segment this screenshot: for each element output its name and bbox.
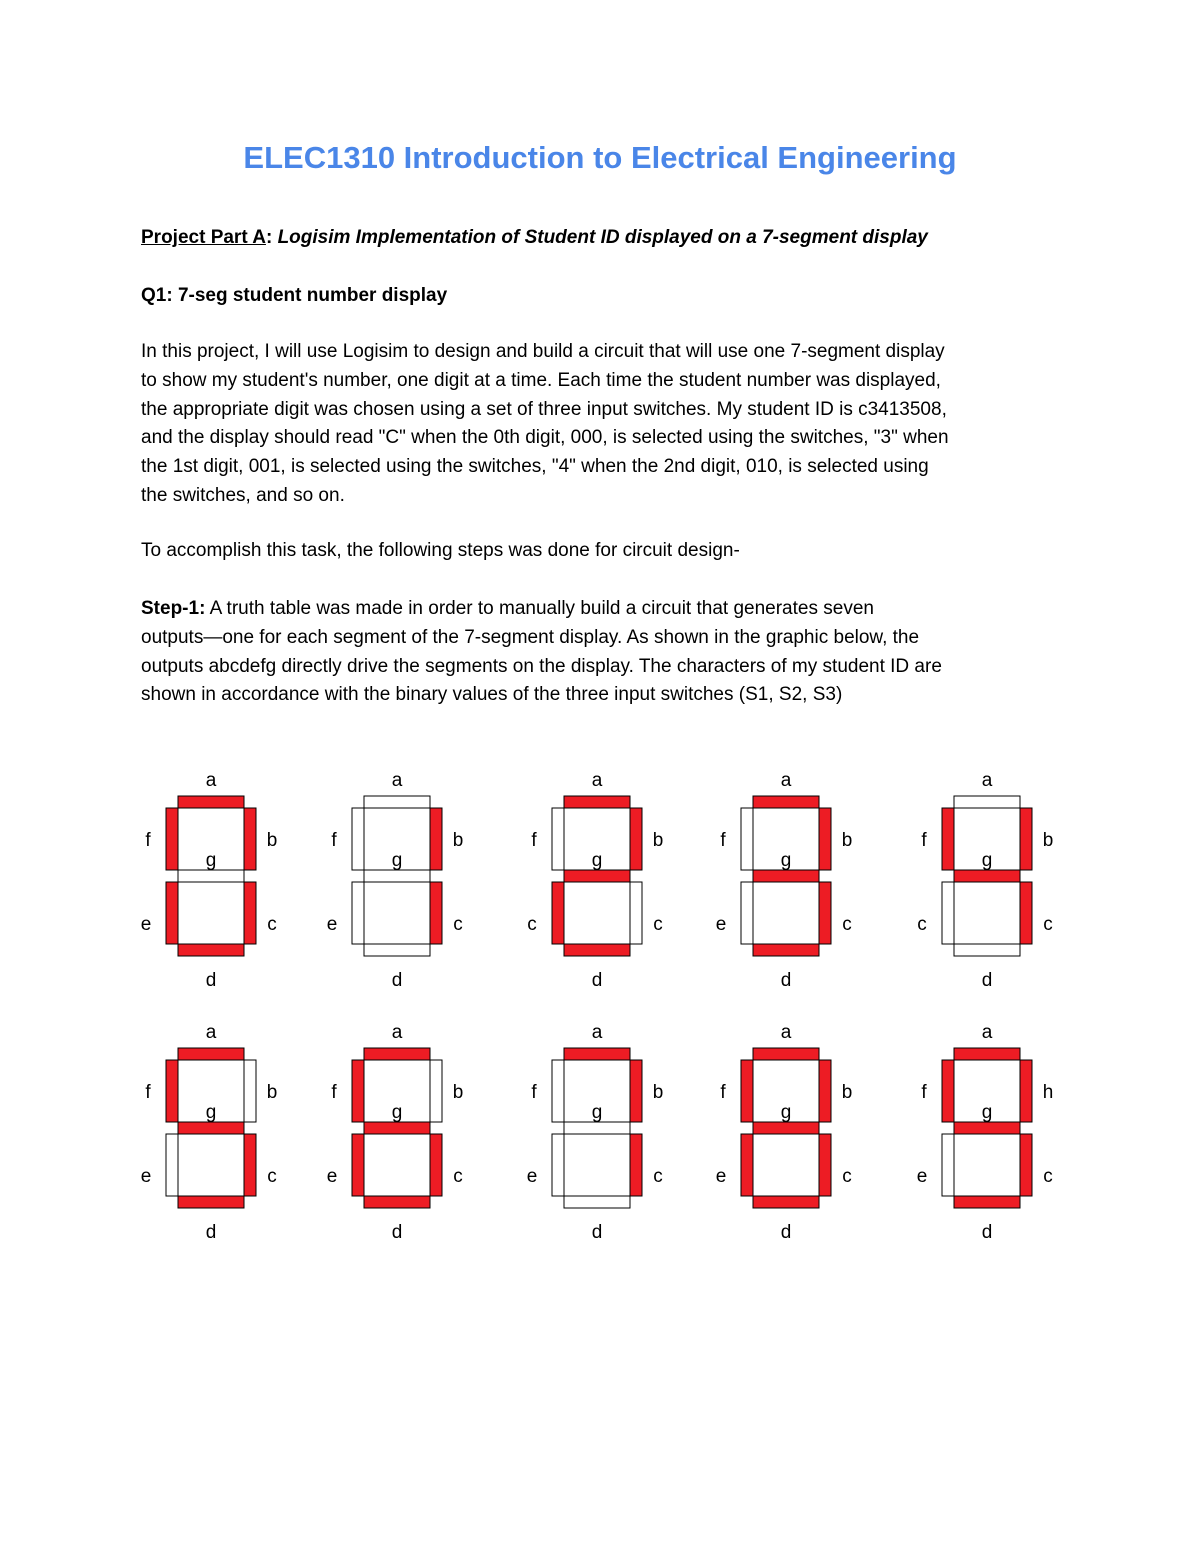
segment-label-d: d xyxy=(981,1222,993,1243)
segment-label-e: e xyxy=(526,1166,538,1187)
segment-label-f: f xyxy=(720,830,726,851)
segment-c-on xyxy=(430,882,442,944)
segment-label-e: e xyxy=(140,914,152,935)
seven-seg-digit xyxy=(327,1022,464,1243)
segment-label-e: e xyxy=(715,1166,727,1187)
paragraph-line: the switches, and so on. xyxy=(141,484,345,506)
segment-e-on xyxy=(552,882,564,944)
seven-seg-digit xyxy=(141,770,278,991)
segment-c-off xyxy=(630,882,642,944)
segment-a-on xyxy=(178,796,244,808)
segment-label-d: d xyxy=(591,1222,603,1243)
segment-c-on xyxy=(244,882,256,944)
seven-seg-digit xyxy=(527,1022,664,1243)
segment-e-on xyxy=(352,1134,364,1196)
segment-label-c: c xyxy=(453,914,463,935)
segment-label-c: c xyxy=(267,1166,277,1187)
segment-c-on xyxy=(630,1134,642,1196)
paragraph-line: the appropriate digit was chosen using a set of three input switches. My student ID is c3413508, xyxy=(141,398,947,420)
segment-label-b: b xyxy=(266,830,278,851)
segment-label-f: f xyxy=(531,1082,537,1103)
segment-e-off xyxy=(166,1134,178,1196)
segment-c-on xyxy=(819,882,831,944)
segment-f-on xyxy=(166,808,178,870)
subtitle-separator: : xyxy=(265,227,278,248)
segment-d-on xyxy=(753,1196,819,1208)
segment-label-d: d xyxy=(205,1222,217,1243)
subtitle-italic: Logisim Implementation of Student ID displayed on a 7-segment display xyxy=(277,227,928,248)
segment-f-off xyxy=(741,808,753,870)
segment-label-f: f xyxy=(720,1082,726,1103)
segment-label-d: d xyxy=(780,1222,792,1243)
paragraph-line xyxy=(141,595,1071,624)
segment-f-on xyxy=(166,1060,178,1122)
seven-seg-digit xyxy=(917,770,1053,991)
segment-label-b: h xyxy=(1042,1082,1054,1103)
segment-c-on xyxy=(819,1134,831,1196)
segment-label-e: e xyxy=(326,1166,338,1187)
segment-label-a: a xyxy=(780,770,792,791)
segment-f-off xyxy=(552,1060,564,1122)
segment-label-g: g xyxy=(780,1102,792,1123)
segment-label-e: e xyxy=(715,914,727,935)
paragraph-line: outputs abcdefg directly drive the segments on the display. The characters of my student ID are xyxy=(141,655,942,677)
segment-label-g: g xyxy=(981,1102,993,1123)
segment-label-d: d xyxy=(205,970,217,991)
segment-label-d: d xyxy=(981,970,993,991)
segment-a-on xyxy=(954,1048,1020,1060)
segment-label-f: f xyxy=(921,1082,927,1103)
segment-b-on xyxy=(630,808,642,870)
segment-f-off xyxy=(552,808,564,870)
segment-f-on xyxy=(741,1060,753,1122)
segment-label-e: e xyxy=(916,1166,928,1187)
segment-g-on xyxy=(954,1122,1020,1134)
subtitle-label: Project Part A xyxy=(141,227,266,248)
segment-a-off xyxy=(954,796,1020,808)
segment-label-g: g xyxy=(591,1102,603,1123)
segment-label-d: d xyxy=(391,1222,403,1243)
segment-e-on xyxy=(741,1134,753,1196)
segment-c-on xyxy=(430,1134,442,1196)
segment-a-off xyxy=(364,796,430,808)
segment-f-on xyxy=(352,1060,364,1122)
step1-label: Step-1: xyxy=(141,598,206,619)
document-title: ELEC1310 Introduction to Electrical Engineering xyxy=(243,140,957,175)
segment-label-f: f xyxy=(145,830,151,851)
segment-a-on xyxy=(564,796,630,808)
segment-label-e: e xyxy=(326,914,338,935)
segment-label-g: g xyxy=(205,1102,217,1123)
step1-text: A truth table was made in order to manually build a circuit that generates seven xyxy=(205,598,874,619)
segment-label-a: a xyxy=(391,770,403,791)
segment-a-on xyxy=(564,1048,630,1060)
segment-e-off xyxy=(352,882,364,944)
segment-label-c: c xyxy=(453,1166,463,1187)
segment-b-on xyxy=(819,808,831,870)
segment-label-c: c xyxy=(267,914,277,935)
segment-g-off xyxy=(364,870,430,882)
segment-d-off xyxy=(564,1196,630,1208)
segment-label-g: g xyxy=(391,850,403,871)
segment-f-on xyxy=(942,1060,954,1122)
seven-segment-diagram xyxy=(0,750,1200,1270)
seven-seg-digit xyxy=(327,770,464,991)
segment-a-on xyxy=(753,1048,819,1060)
segment-label-e: c xyxy=(917,914,927,935)
segment-e-off xyxy=(942,882,954,944)
segment-f-off xyxy=(352,808,364,870)
segment-label-g: g xyxy=(591,850,603,871)
segment-b-on xyxy=(630,1060,642,1122)
segment-g-off xyxy=(178,870,244,882)
segment-label-g: g xyxy=(391,1102,403,1123)
segment-label-b: b xyxy=(841,830,853,851)
segment-d-off xyxy=(364,944,430,956)
segment-d-on xyxy=(364,1196,430,1208)
segment-label-f: f xyxy=(331,1082,337,1103)
intro-paragraph xyxy=(141,338,1071,511)
segment-c-on xyxy=(244,1134,256,1196)
segment-b-off xyxy=(430,1060,442,1122)
segment-a-on xyxy=(178,1048,244,1060)
segment-b-off xyxy=(244,1060,256,1122)
segment-g-off xyxy=(564,1122,630,1134)
seven-seg-digit xyxy=(917,1022,1054,1243)
segment-label-a: a xyxy=(591,1022,603,1043)
segment-a-on xyxy=(753,796,819,808)
segment-b-on xyxy=(819,1060,831,1122)
segment-label-a: a xyxy=(591,770,603,791)
segment-label-f: f xyxy=(331,830,337,851)
segment-label-f: f xyxy=(921,830,927,851)
paragraph-line: and the display should read "C" when the 0th digit, 000, is selected using the switches, "3" when xyxy=(141,427,949,449)
segment-label-c: c xyxy=(842,1166,852,1187)
task-paragraph: To accomplish this task, the following steps was done for circuit design- xyxy=(141,540,740,561)
segment-e-on xyxy=(166,882,178,944)
q1-heading: Q1: 7-seg student number display xyxy=(141,285,448,306)
segment-label-b: b xyxy=(652,1082,664,1103)
segment-d-on xyxy=(178,1196,244,1208)
segment-label-a: a xyxy=(981,1022,993,1043)
paragraph-line: outputs—one for each segment of the 7-segment display. As shown in the graphic below, the xyxy=(141,626,920,648)
segment-b-on xyxy=(1020,808,1032,870)
segment-c-on xyxy=(1020,882,1032,944)
segment-label-a: a xyxy=(981,770,993,791)
segment-d-on xyxy=(753,944,819,956)
segment-label-a: a xyxy=(780,1022,792,1043)
segment-g-on xyxy=(954,870,1020,882)
paragraph-line: shown in accordance with the binary values of the three input switches (S1, S2, S3) xyxy=(141,684,843,706)
step1-paragraph xyxy=(141,595,1071,710)
segment-label-d: d xyxy=(591,970,603,991)
segment-label-b: b xyxy=(266,1082,278,1103)
segment-g-on xyxy=(178,1122,244,1134)
segment-g-on xyxy=(364,1122,430,1134)
segment-g-on xyxy=(753,1122,819,1134)
segment-label-b: b xyxy=(1042,830,1054,851)
segment-label-b: b xyxy=(841,1082,853,1103)
segment-d-off xyxy=(954,944,1020,956)
segment-label-d: d xyxy=(391,970,403,991)
seven-seg-digit xyxy=(716,770,853,991)
seven-seg-digit xyxy=(141,1022,278,1243)
segment-label-a: a xyxy=(391,1022,403,1043)
segment-e-off xyxy=(552,1134,564,1196)
segment-label-d: d xyxy=(780,970,792,991)
segment-b-on xyxy=(1020,1060,1032,1122)
paragraph-line: to show my student's number, one digit at a time. Each time the student number was displayed, xyxy=(141,369,941,391)
segment-d-on xyxy=(954,1196,1020,1208)
paragraph-line: In this project, I will use Logisim to design and build a circuit that will use one 7-segment display xyxy=(141,341,945,362)
segment-label-b: b xyxy=(452,1082,464,1103)
segment-label-a: a xyxy=(205,1022,217,1043)
segment-label-b: b xyxy=(452,830,464,851)
segment-e-off xyxy=(741,882,753,944)
seven-seg-digit xyxy=(716,1022,853,1243)
segment-label-g: g xyxy=(205,850,217,871)
segment-a-on xyxy=(364,1048,430,1060)
segment-label-f: f xyxy=(145,1082,151,1103)
project-subtitle xyxy=(141,224,1071,253)
segment-label-c: c xyxy=(653,914,663,935)
paragraph-line: the 1st digit, 001, is selected using the switches, "4" when the 2nd digit, 010, is selected using xyxy=(141,456,929,478)
segment-c-on xyxy=(1020,1134,1032,1196)
segment-label-a: a xyxy=(205,770,217,791)
seven-seg-digit xyxy=(527,770,663,991)
segment-f-on xyxy=(942,808,954,870)
segment-label-g: g xyxy=(780,850,792,871)
segment-label-e: c xyxy=(527,914,537,935)
segment-b-on xyxy=(430,808,442,870)
segment-label-c: c xyxy=(1043,1166,1053,1187)
segment-e-off xyxy=(942,1134,954,1196)
segment-label-g: g xyxy=(981,850,993,871)
segment-label-c: c xyxy=(1043,914,1053,935)
segment-label-e: e xyxy=(140,1166,152,1187)
segment-d-on xyxy=(178,944,244,956)
segment-d-on xyxy=(564,944,630,956)
segment-label-f: f xyxy=(531,830,537,851)
segment-label-b: b xyxy=(652,830,664,851)
segment-label-c: c xyxy=(842,914,852,935)
segment-b-on xyxy=(244,808,256,870)
segment-label-c: c xyxy=(653,1166,663,1187)
segment-g-on xyxy=(564,870,630,882)
segment-g-on xyxy=(753,870,819,882)
